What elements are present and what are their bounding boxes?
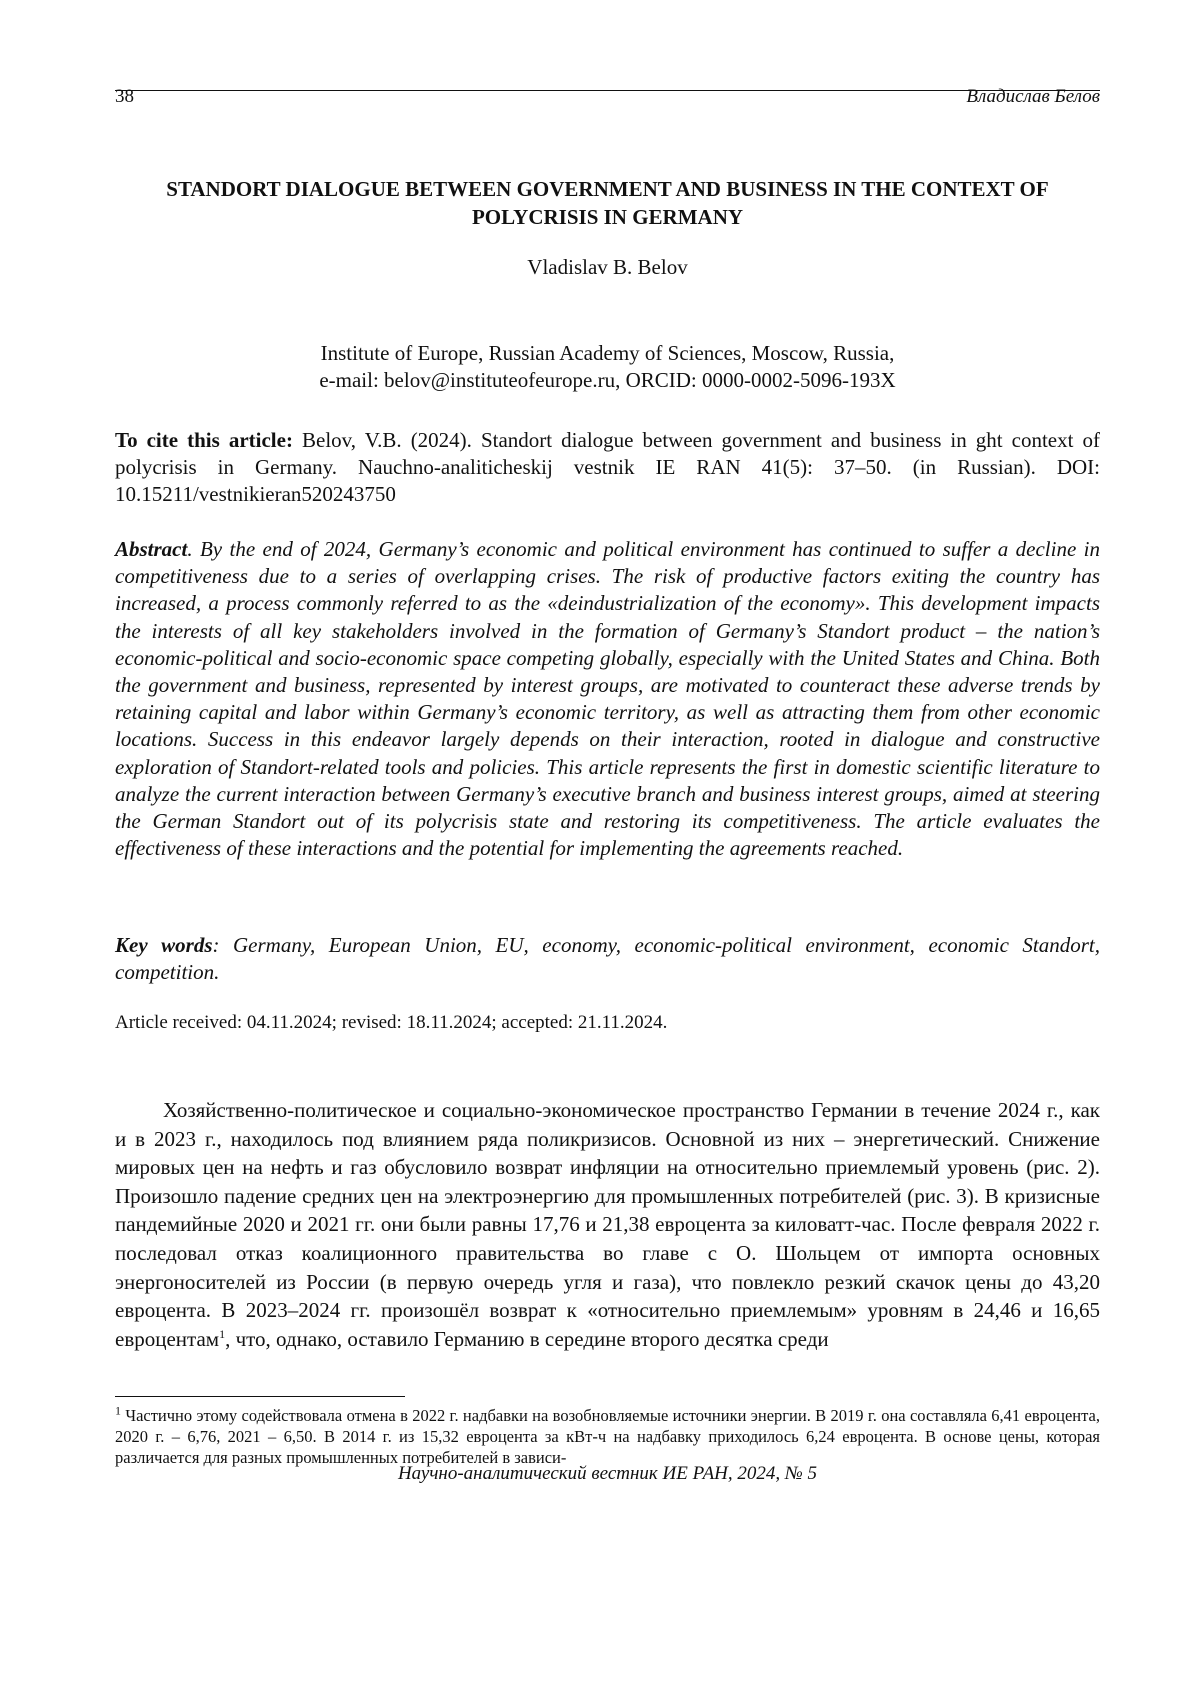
abstract-text: . By the end of 2024, Germany’s economic and political environment has continued to suffer a decline in competitiveness due to a series of overlapping crises. The risk of productive factors exiting the country has increased, a process commonly referred to as the «deindustrialization of the economy». This development impacts the interests of all key stakeholders involved in the formation of Germany’s Standort product – the nation’s economic-political and socio-economic space competing globally, especially with the United States and China. Both the government and business, represented by interest groups, are motivated to counteract these adverse trends by retaining capital and labor within Germany’s economic territory, as well as attracting them from other economic locations. Success in this endeavor largely depends on their interaction, rooted in dialogue and constructive exploration of Standort-related tools and policies. This article represents the first in domestic scientific literature to analyze the current interaction between Germany’s executive branch and business interest groups, aimed at steering the German Standort out of its polycrisis state and restoring its competitiveness. The article evaluates the effectiveness of these interactions and the potential for implementing the agreements reached. — [115, 537, 1100, 861]
article-dates: Article received: 04.11.2024; revised: 18.11.2024; accepted: 21.11.2024. — [115, 1012, 668, 1033]
journal-footer: Научно-аналитический вестник ИЕ РАН, 2024, № 5 — [397, 1463, 818, 1484]
article-author: Vladislav B. Belov — [527, 255, 688, 279]
footnote — [115, 1405, 1100, 1468]
abstract-block — [115, 536, 1100, 862]
author-affiliation — [115, 340, 1100, 394]
body-text-before-note: Хозяйственно-политическое и социально-экономическое пространство Германии в течение 2024 г., как и в 2023 г., находилось под влиянием ряда поликризисов. Основной из них – энергетический. Снижение мировых цен на нефть и газ обусловило возврат инфляции на относительно приемлемый уровень (рис. 2). Произошло падение средних цен на электроэнергию для промышленных потребителей (рис. 3). В кризисные пандемийные 2020 и 2021 гг. они были равны 17,76 и 21,38 евроцента за киловатт-час. После февраля 2022 г. последовал отказ коалиционного правительства во главе с О. Шольцем от импорта основных энергоносителей из России (в первую очередь угля и газа), что повлекло резкий скачок цены до 43,20 евроцента. В 2023–2024 гг. произошёл возврат к «относительно приемлемым» уровням в 24,46 и 16,65 евроцентам — [115, 1098, 1100, 1351]
body-paragraph — [115, 1096, 1100, 1353]
running-head-author: Владислав Белов — [966, 86, 1100, 107]
affiliation-institution: Institute of Europe, Russian Academy of Sciences, Moscow, Russia, — [320, 341, 895, 365]
footnote-marker: 1 — [115, 1403, 121, 1418]
affiliation-contact: e-mail: belov@instituteofeurope.ru, ORCID: 0000-0002-5096-193X — [319, 368, 896, 392]
footnote-divider — [115, 1396, 405, 1397]
journal-page — [115, 0, 1100, 1698]
citation-text: Belov, V.B. (2024). Standort dialogue between government and business in ght context of polycrisis in Germany. Nauchno-analiticheskij vestnik IE RAN 41(5): 37–50. (in Russian). DOI: 10.15211/vestnikieran520243750 — [115, 428, 1100, 506]
running-head — [115, 86, 1100, 107]
keywords-label: Key words — [115, 933, 213, 957]
keywords-text: : Germany, European Union, EU, economy, economic-political environment, economic Standort, competition. — [115, 933, 1100, 984]
keywords-block — [115, 932, 1100, 986]
article-title: STANDORT DIALOGUE BETWEEN GOVERNMENT AND BUSINESS IN THE CONTEXT OF POLYCRISIS IN GERMANY — [166, 177, 1049, 229]
footnote-reference[interactable]: 1 — [219, 1326, 226, 1341]
page-number: 38 — [115, 86, 134, 107]
abstract-label: Abstract — [115, 537, 188, 561]
citation-label: To cite this article: — [115, 428, 293, 452]
body-text-after-note: , что, однако, оставило Германию в середине второго десятка среди — [225, 1326, 829, 1351]
citation-block — [115, 427, 1100, 508]
footnote-text: Частично этому содействовала отмена в 2022 г. надбавки на возобновляемые источники энергии. В 2019 г. она составляла 6,41 евроцента, 2020 г. – 6,76, 2021 – 6,50. В 2014 г. из 15,32 евроцента за кВт-ч на надбавку приходилось 6,24 евроцента. В основе цены, которая различается для разных промышленных потребителей в зависи- — [115, 1406, 1100, 1467]
